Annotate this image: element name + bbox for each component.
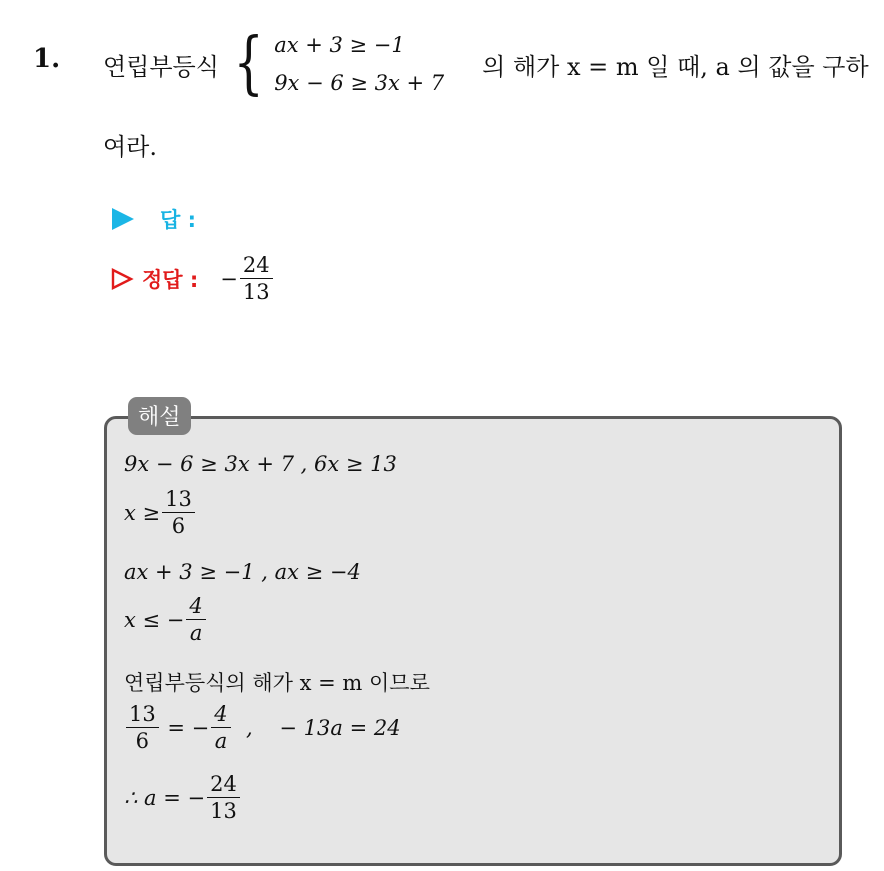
inequality-1: ax + 3 ≥ −1 bbox=[274, 33, 405, 57]
answer-row bbox=[112, 204, 196, 234]
fraction-24-13 bbox=[207, 773, 240, 822]
answer-numerator: 24 bbox=[242, 253, 270, 277]
correct-answer-row bbox=[110, 254, 275, 303]
denominator: a bbox=[214, 729, 228, 754]
numerator: 13 bbox=[165, 487, 192, 511]
solution-line-6 bbox=[124, 703, 401, 752]
answer-sign: − bbox=[220, 266, 238, 291]
numerator: 13 bbox=[129, 702, 156, 726]
answer-denominator: 13 bbox=[242, 280, 270, 305]
equals-minus: = − bbox=[160, 715, 210, 740]
denominator: 13 bbox=[210, 799, 237, 824]
answer-label: 답 : bbox=[160, 208, 196, 232]
question-text-line1 bbox=[103, 24, 869, 103]
numerator: 24 bbox=[210, 772, 237, 796]
solution-line-7 bbox=[124, 773, 242, 822]
inequality-2: 9x − 6 ≥ 3x + 7 bbox=[274, 71, 445, 95]
denominator: a bbox=[189, 621, 203, 646]
correct-answer-label: 정답 : bbox=[142, 267, 199, 292]
question-number: 1. bbox=[33, 44, 61, 74]
fraction-4-a bbox=[211, 703, 230, 752]
solution-line-4-lhs: x ≤ − bbox=[124, 607, 185, 632]
question-suffix: 의 해가 x = m 일 때, a 의 값을 구하 bbox=[482, 52, 869, 81]
solution-tab: 해설 bbox=[128, 397, 191, 435]
solution-line-2 bbox=[124, 488, 197, 537]
numerator: 4 bbox=[214, 702, 228, 726]
correct-answer-value bbox=[220, 254, 274, 303]
solution-line-1: 9x − 6 ≥ 3x + 7 , 6x ≥ 13 bbox=[124, 452, 397, 476]
denominator: 6 bbox=[171, 514, 186, 539]
solution-line-3: ax + 3 ≥ −1 , ax ≥ −4 bbox=[124, 560, 361, 584]
fraction-13-6 bbox=[162, 488, 195, 537]
answer-fraction bbox=[240, 254, 273, 303]
solution-line-4 bbox=[124, 595, 208, 644]
left-brace: { bbox=[233, 24, 264, 103]
question-prefix: 연립부등식 bbox=[103, 52, 219, 81]
outline-arrow-icon bbox=[110, 267, 134, 291]
fraction-13-6 bbox=[126, 703, 159, 752]
question-text-line2: 여라. bbox=[103, 133, 157, 161]
solution-line-2-lhs: x ≥ bbox=[124, 500, 161, 525]
denominator: 6 bbox=[135, 729, 150, 754]
play-arrow-icon bbox=[112, 208, 134, 230]
numerator: 4 bbox=[189, 594, 203, 618]
fraction-4-a bbox=[186, 595, 205, 644]
solution-line-6-rhs: , − 13a = 24 bbox=[232, 715, 401, 740]
solution-line-5: 연립부등식의 해가 x = m 이므로 bbox=[124, 671, 430, 695]
inequality-system bbox=[274, 33, 444, 95]
therefore-statement: ∴ a = − bbox=[124, 785, 206, 810]
